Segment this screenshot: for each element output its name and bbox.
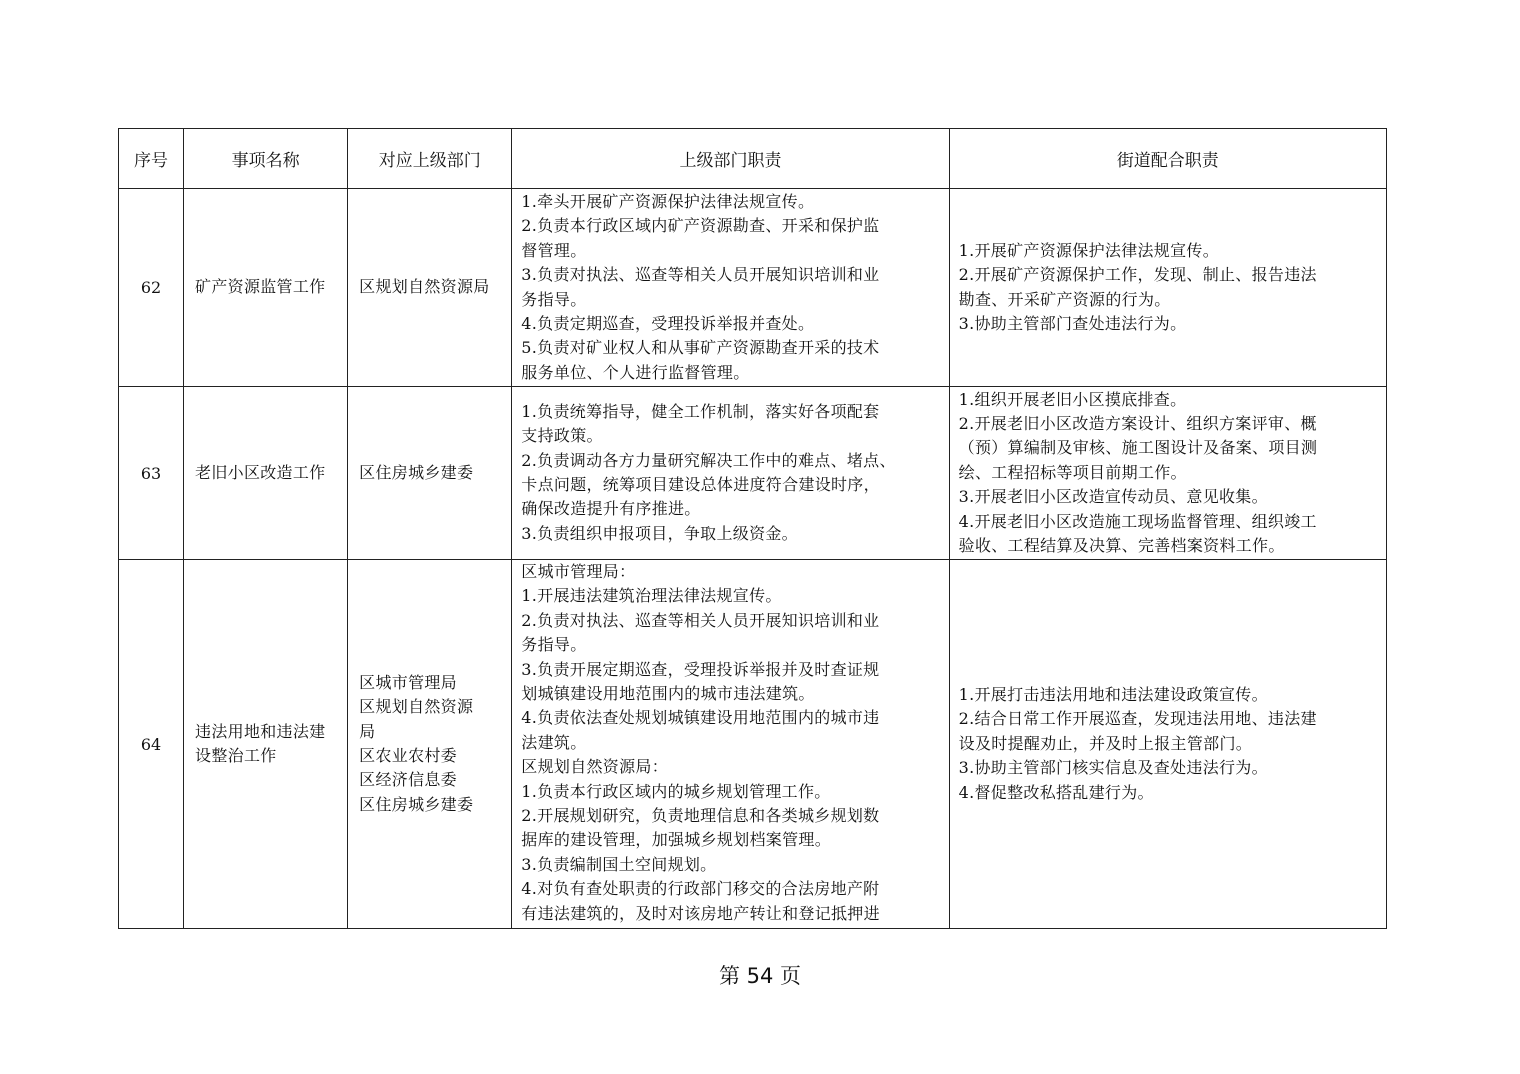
- duty-line: 划城镇建设用地范围内的城市违法建筑。: [521, 684, 815, 704]
- duty-line: 1.开展矿产资源保护法律法规宣传。: [958, 240, 1220, 260]
- dept-line: 区城市管理局: [359, 672, 457, 692]
- upper-duty-cell: [512, 387, 949, 560]
- duty-line: 4.负责依法查处规划城镇建设用地范围内的城市违: [521, 708, 880, 728]
- row-number: 63: [119, 387, 184, 560]
- duty-line: 2.开展老旧小区改造方案设计、组织方案评审、概: [958, 413, 1317, 433]
- upper-duty-cell: [512, 560, 949, 929]
- dept-line: 区农业农村委: [359, 746, 457, 765]
- item-name: 老旧小区改造工作: [195, 462, 326, 482]
- table-row: [119, 387, 1387, 560]
- duty-line: 有违法建筑的，及时对该房地产转让和登记抵押进: [521, 903, 880, 923]
- item-name-cell: [184, 189, 348, 387]
- duty-line: 务指导。: [521, 289, 587, 309]
- header-upper-dept: 对应上级部门: [348, 129, 512, 189]
- upper-duty-text: [512, 560, 948, 926]
- upper-duty-text: [512, 190, 948, 385]
- duty-line: 区规划自然资源局：: [521, 757, 668, 777]
- street-duty-text: [950, 239, 1386, 337]
- header-upper-duty: 上级部门职责: [512, 129, 949, 189]
- duty-line: 1.开展打击违法用地和违法建设政策宣传。: [958, 684, 1268, 704]
- dept-cell: [348, 387, 512, 560]
- duty-line: 1.开展违法建筑治理法律法规宣传。: [521, 586, 782, 606]
- row-number: 62: [119, 189, 184, 387]
- duty-line: 督管理。: [521, 240, 587, 260]
- duty-line: 卡点问题，统筹项目建设总体进度符合建设时序，: [521, 475, 880, 494]
- street-duty-cell: [949, 189, 1386, 387]
- duty-line: 3.负责组织申报项目，争取上级资金。: [521, 523, 798, 543]
- duty-line: 1.牵头开展矿产资源保护法律法规宣传。: [521, 191, 815, 211]
- duty-line: 确保改造提升有序推进。: [521, 499, 701, 519]
- duty-line: 4.负责定期巡查，受理投诉举报并查处。: [521, 313, 815, 333]
- table-header-row: [119, 129, 1387, 189]
- duty-line: 2.结合日常工作开展巡查，发现违法用地、违法建: [958, 709, 1317, 729]
- dept-line: 区住房城乡建委: [359, 794, 474, 814]
- duty-line: 4.开展老旧小区改造施工现场监督管理、组织竣工: [958, 511, 1317, 531]
- page-number: 第 54 页: [718, 964, 802, 988]
- duty-line: 1.组织开展老旧小区摸底排查。: [958, 389, 1187, 409]
- duty-line: 1.负责本行政区域内的城乡规划管理工作。: [521, 781, 831, 801]
- street-duty-text: [950, 388, 1386, 559]
- dept-line: 局: [359, 721, 376, 741]
- duty-line: 绘、工程招标等项目前期工作。: [958, 462, 1187, 482]
- duty-line: 勘查、开采矿产资源的行为。: [958, 289, 1171, 309]
- duty-line: 3.协助主管部门查处违法行为。: [958, 313, 1187, 333]
- duty-line: 验收、工程结算及决算、完善档案资料工作。: [958, 536, 1285, 556]
- duty-line: 1.负责统筹指导，健全工作机制，落实好各项配套: [521, 401, 880, 421]
- duty-line: 3.协助主管部门核实信息及查处违法行为。: [958, 758, 1268, 778]
- duty-line: 3.负责编制国土空间规划。: [521, 854, 717, 874]
- row-number: 64: [119, 560, 184, 929]
- dept-cell: [348, 189, 512, 387]
- duty-line: 2.开展矿产资源保护工作，发现、制止、报告违法: [958, 265, 1317, 285]
- duty-line: 3.开展老旧小区改造宣传动员、意见收集。: [958, 487, 1268, 507]
- duty-line: 支持政策。: [521, 426, 603, 446]
- duty-line: 2.负责本行政区域内矿产资源勘查、开采和保护监: [521, 216, 880, 236]
- street-duty-cell: [949, 560, 1386, 929]
- duty-line: 2.负责调动各方力量研究解决工作中的难点、堵点、: [521, 450, 896, 470]
- header-item-name: 事项名称: [184, 129, 348, 189]
- upper-duty-cell: [512, 189, 949, 387]
- dept-cell: [348, 560, 512, 929]
- dept-list: [348, 671, 511, 817]
- table-row: [119, 189, 1387, 387]
- table-row: [119, 560, 1387, 929]
- item-name-cell: [184, 387, 348, 560]
- duty-line: 设及时提醒劝止，并及时上报主管部门。: [958, 733, 1253, 753]
- item-name: 矿产资源监管工作: [195, 277, 326, 297]
- dept-line: 区经济信息委: [359, 770, 457, 790]
- duty-line: 5.负责对矿业权人和从事矿产资源勘查开采的技术: [521, 338, 880, 358]
- dept-line: 区规划自然资源: [359, 697, 474, 717]
- duty-line: 据库的建设管理，加强城乡规划档案管理。: [521, 830, 831, 850]
- duty-line: 2.开展规划研究，负责地理信息和各类城乡规划数: [521, 806, 880, 826]
- header-no: 序号: [119, 129, 184, 189]
- duty-line: 3.负责对执法、巡查等相关人员开展知识培训和业: [521, 265, 880, 285]
- dept-name: 区住房城乡建委: [359, 462, 474, 482]
- duty-line: 法建筑。: [521, 732, 587, 752]
- duty-table: [118, 128, 1387, 929]
- duty-line: 3.负责开展定期巡查，受理投诉举报并及时查证规: [521, 659, 880, 679]
- duty-line: 服务单位、个人进行监督管理。: [521, 362, 750, 382]
- dept-name: 区规划自然资源局: [359, 277, 490, 297]
- duty-line: 务指导。: [521, 635, 587, 655]
- header-street-duty: 街道配合职责: [949, 129, 1386, 189]
- item-name: 违法用地和违法建设整治工作: [195, 721, 326, 765]
- duty-line: （预）算编制及审核、施工图设计及备案、项目测: [958, 438, 1318, 458]
- street-duty-cell: [949, 387, 1386, 560]
- street-duty-text: [950, 683, 1386, 805]
- duty-line: 4.对负有查处职责的行政部门移交的合法房地产附: [521, 879, 880, 899]
- duty-line: 区城市管理局：: [521, 562, 636, 581]
- upper-duty-text: [512, 400, 948, 546]
- item-name-cell: [184, 560, 348, 929]
- duty-line: 2.负责对执法、巡查等相关人员开展知识培训和业: [521, 610, 880, 630]
- duty-line: 4.督促整改私搭乱建行为。: [958, 782, 1154, 802]
